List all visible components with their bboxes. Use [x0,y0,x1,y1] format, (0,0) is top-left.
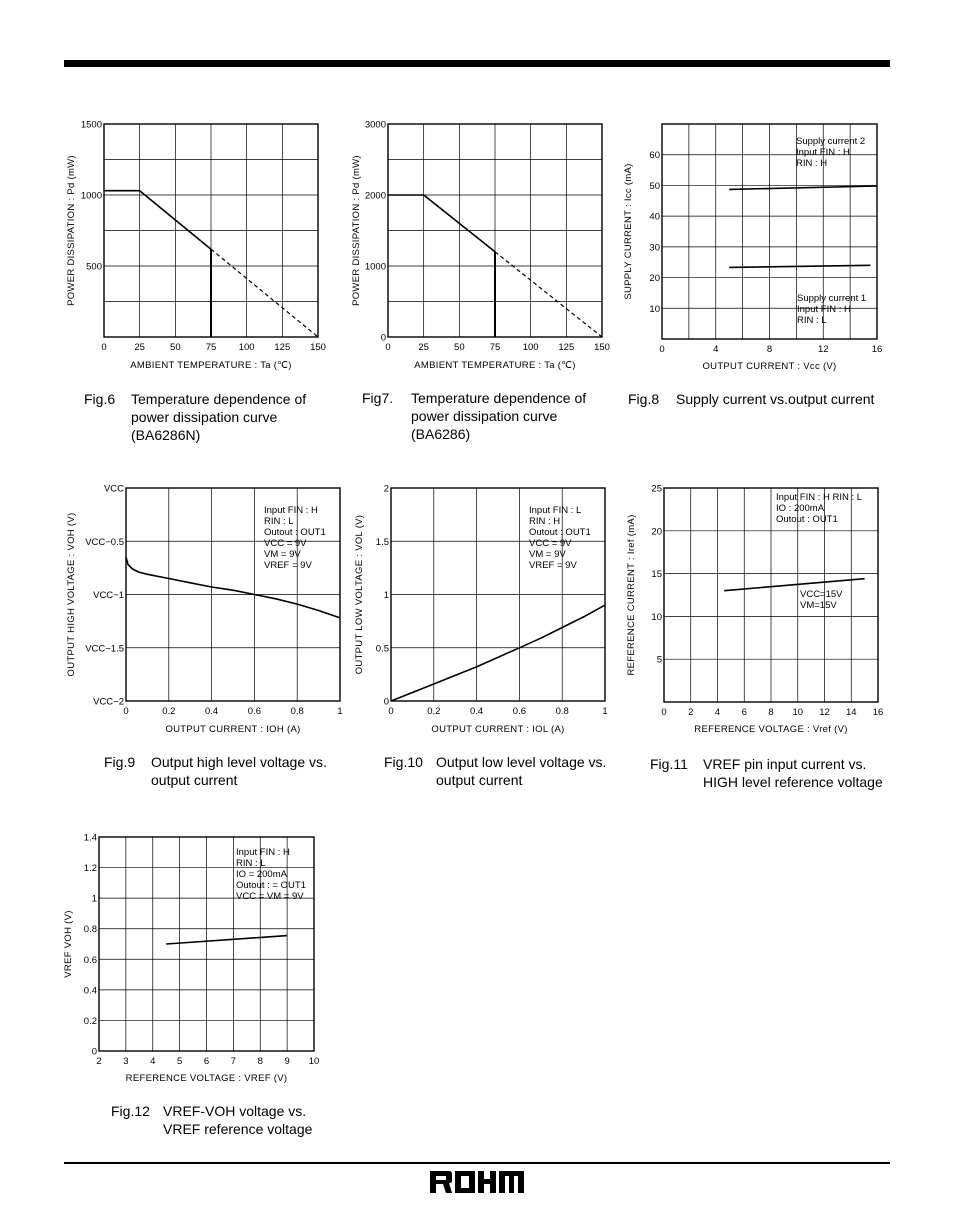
x-tick-label: 3 [123,1056,129,1067]
x-tick-label: 0.2 [162,706,176,717]
y-tick-label: 40 [649,211,660,223]
x-tick-label: 150 [310,342,326,353]
logo-letter-m [499,1171,524,1193]
caption-number: Fig.11 [650,756,688,772]
y-tick-label: 0 [383,696,389,708]
condition-annotation [236,847,306,902]
annotation-line: Input FIN : H RIN : L [776,492,863,503]
y-tick-label: 0 [91,1046,97,1058]
annotation-line: IO = 200mA [236,869,287,880]
annotation-line: RIN : L [264,516,294,527]
x-axis-label: REFERENCE VOLTAGE : Vref (V) [694,724,848,735]
caption-number: Fig.12 [111,1103,150,1119]
annotation-line: RIN : L [797,315,827,326]
caption-line: Supply current vs.output current [676,391,875,407]
x-tick-label: 9 [284,1056,290,1067]
y-tick-label: 0.4 [83,985,97,997]
y-tick-label: 1000 [364,261,386,273]
x-axis-label: REFERENCE VOLTAGE : VREF (V) [125,1073,288,1084]
y-tick-label: VCC−1.5 [85,643,124,655]
x-tick-label: 75 [205,342,217,353]
x-tick-label: 16 [871,344,883,355]
caption-line: Temperature dependence of [411,390,587,406]
x-tick-label: 4 [150,1056,156,1067]
caption-line: VREF-VOH voltage vs. [163,1103,307,1119]
annotation-line: Outout : OUT1 [776,514,838,525]
x-tick-label: 4 [713,344,719,355]
annotation-line: IO : 200mA [776,503,825,514]
x-tick-label: 0.8 [290,706,304,717]
annotation-line: VCC = VM = 9V [236,891,304,902]
y-tick-label: 0 [380,332,386,344]
x-tick-label: 12 [817,344,829,355]
y-axis-label: POWER DISSIPATION : Pd (mW) [66,155,77,306]
x-tick-label: 100 [238,342,255,353]
x-tick-label: 0 [659,344,665,355]
annotation-line: VM = 9V [264,549,301,560]
annotation-line: Input FIN : L [529,505,582,516]
x-tick-label: 12 [819,707,830,718]
x-tick-label: 8 [766,344,773,355]
x-tick-label: 25 [134,342,145,353]
y-tick-label: 0.5 [375,643,389,655]
x-tick-label: 150 [594,342,610,353]
x-tick-label: 125 [558,342,575,353]
x-tick-label: 16 [872,707,884,718]
annotation-line: VM = 9V [529,549,566,560]
caption-line: power dissipation curve [411,408,558,424]
annotation-line: RIN : H [529,516,561,527]
y-tick-label: 3000 [364,119,386,131]
caption-number: Fig.6 [84,391,116,407]
y-tick-label: 1 [91,893,97,905]
y-tick-label: VCC−2 [93,696,124,708]
annotation-line: VCC = 9V [529,538,572,549]
y-tick-label: 5 [656,654,662,666]
x-tick-label: 0.4 [469,706,484,717]
x-tick-label: 6 [741,707,747,718]
y-tick-label: 0.6 [83,954,97,966]
logo-letter-o [455,1171,475,1193]
y-tick-label: 20 [649,273,660,285]
annotation-line: VM=15V [800,600,837,611]
y-tick-label: 0.2 [83,1015,97,1027]
x-tick-label: 0.4 [204,706,219,717]
caption-number: Fig.10 [384,754,423,770]
x-tick-label: 125 [274,342,291,353]
footer-rule [64,1162,890,1164]
caption-number: Fig.8 [628,391,660,407]
x-tick-label: 10 [792,707,804,718]
caption-line: VREF pin input current vs. [703,756,867,772]
x-axis-label: AMBIENT TEMPERATURE : Ta (℃) [130,360,292,371]
y-tick-label: 1.5 [375,536,389,548]
caption-line: output current [151,772,238,788]
y-tick-label: 20 [651,526,662,538]
x-tick-label: 8 [768,707,774,718]
x-tick-label: 0 [661,707,667,718]
y-axis-label: OUTPUT HIGH VOLTAGE : VOH (V) [66,512,77,677]
y-tick-label: VCC−1 [93,590,124,601]
y-axis-label: OUTPUT LOW VOLTAGE : VOL (V) [354,514,365,675]
y-tick-label: 1.4 [83,832,97,844]
x-tick-label: 25 [418,342,429,353]
x-tick-label: 4 [714,707,721,718]
x-tick-label: 1 [337,706,343,717]
x-tick-label: 0.6 [247,706,262,717]
annotation-line: Input FIN : H [796,147,850,158]
y-axis-label: REFERENCE CURRENT : Iref (mA) [626,514,637,676]
y-tick-label: 1500 [80,119,102,131]
x-tick-label: 0 [101,342,107,353]
annotation-line: VCC = 9V [264,538,307,549]
x-tick-label: 14 [845,707,857,718]
x-tick-label: 5 [176,1056,183,1067]
y-axis-label: SUPPLY CURRENT : Icc (mA) [623,163,634,300]
caption-line: (BA6286N) [131,427,201,443]
x-tick-label: 50 [170,342,181,353]
y-tick-label: 10 [649,303,660,315]
annotation-line: Supply current 2 [796,136,866,147]
y-axis-label: VREF VOH (V) [63,910,74,978]
y-tick-label: 60 [649,150,660,162]
annotation-line: Outout : OUT1 [264,527,326,538]
y-tick-label: 1000 [80,190,102,202]
x-tick-label: 0 [388,706,394,717]
y-tick-label: 15 [651,569,662,581]
caption-line: (BA6286) [411,426,471,442]
series-line [166,936,287,944]
annotation-line: RIN : L [236,858,266,869]
y-tick-label: VCC−0.5 [85,536,124,548]
x-tick-label: 100 [522,342,539,353]
caption-line: power dissipation curve [131,409,278,425]
x-axis-label: OUTPUT CURRENT : Vcc (V) [702,361,837,372]
annotation-line: Outout : = OUT1 [236,880,306,891]
x-tick-label: 0.6 [512,706,527,717]
annotation-line: Outout : OUT1 [529,527,591,538]
annotation-line: Input FIN : H [236,847,290,858]
y-tick-label: 2 [383,483,389,495]
x-tick-label: 1 [602,706,608,717]
caption-line: Output high level voltage vs. [151,754,327,770]
y-tick-label: VCC [103,483,124,495]
x-axis-label: AMBIENT TEMPERATURE : Ta (℃) [414,360,576,371]
rohm-logo [430,1171,524,1193]
caption-line: Temperature dependence of [131,391,307,407]
x-tick-label: 0 [385,342,391,353]
annotation-line: RIN : H [796,158,828,169]
y-tick-label: 10 [651,611,662,623]
y-tick-label: 500 [86,261,102,273]
x-tick-label: 50 [454,342,465,353]
logo-letter-h [478,1171,496,1193]
x-tick-label: 0.2 [427,706,441,717]
x-tick-label: 8 [257,1056,263,1067]
x-tick-label: 7 [230,1056,237,1067]
y-tick-label: 2000 [364,190,386,202]
caption-line: Output low level voltage vs. [436,754,607,770]
x-tick-label: 10 [308,1056,320,1067]
y-tick-label: 30 [649,242,660,254]
annotation-line: VREF = 9V [264,560,312,571]
caption-line: HIGH level reference voltage [703,774,883,790]
annotation-line: VCC=15V [800,589,843,600]
x-tick-label: 0 [123,706,129,717]
y-tick-label: 1.2 [83,863,97,875]
x-tick-label: 6 [203,1056,210,1067]
x-axis-label: OUTPUT CURRENT : IOL (A) [431,724,565,735]
annotation-line: VREF = 9V [529,560,577,571]
caption-number: Fig.9 [104,754,136,770]
caption-line: VREF reference voltage [163,1121,313,1137]
y-tick-label: 1 [383,590,389,601]
annotation-line: Input FIN : H [264,505,318,516]
annotation-line: Supply current 1 [797,293,867,304]
annotation-line: Input FIN : H [797,304,851,315]
x-axis-label: OUTPUT CURRENT : IOH (A) [165,724,301,735]
y-tick-label: 50 [649,180,660,192]
y-axis-label: POWER DISSIPATION : Pd (mW) [351,155,362,306]
y-tick-label: 0.8 [83,924,97,936]
x-tick-label: 2 [96,1056,102,1067]
caption-number: Fig7. [362,390,394,406]
logo-letter-r [430,1171,452,1193]
x-tick-label: 0.8 [555,706,569,717]
caption-line: output current [436,772,523,788]
x-tick-label: 75 [489,342,501,353]
y-tick-label: 25 [651,483,662,495]
x-tick-label: 2 [688,707,694,718]
